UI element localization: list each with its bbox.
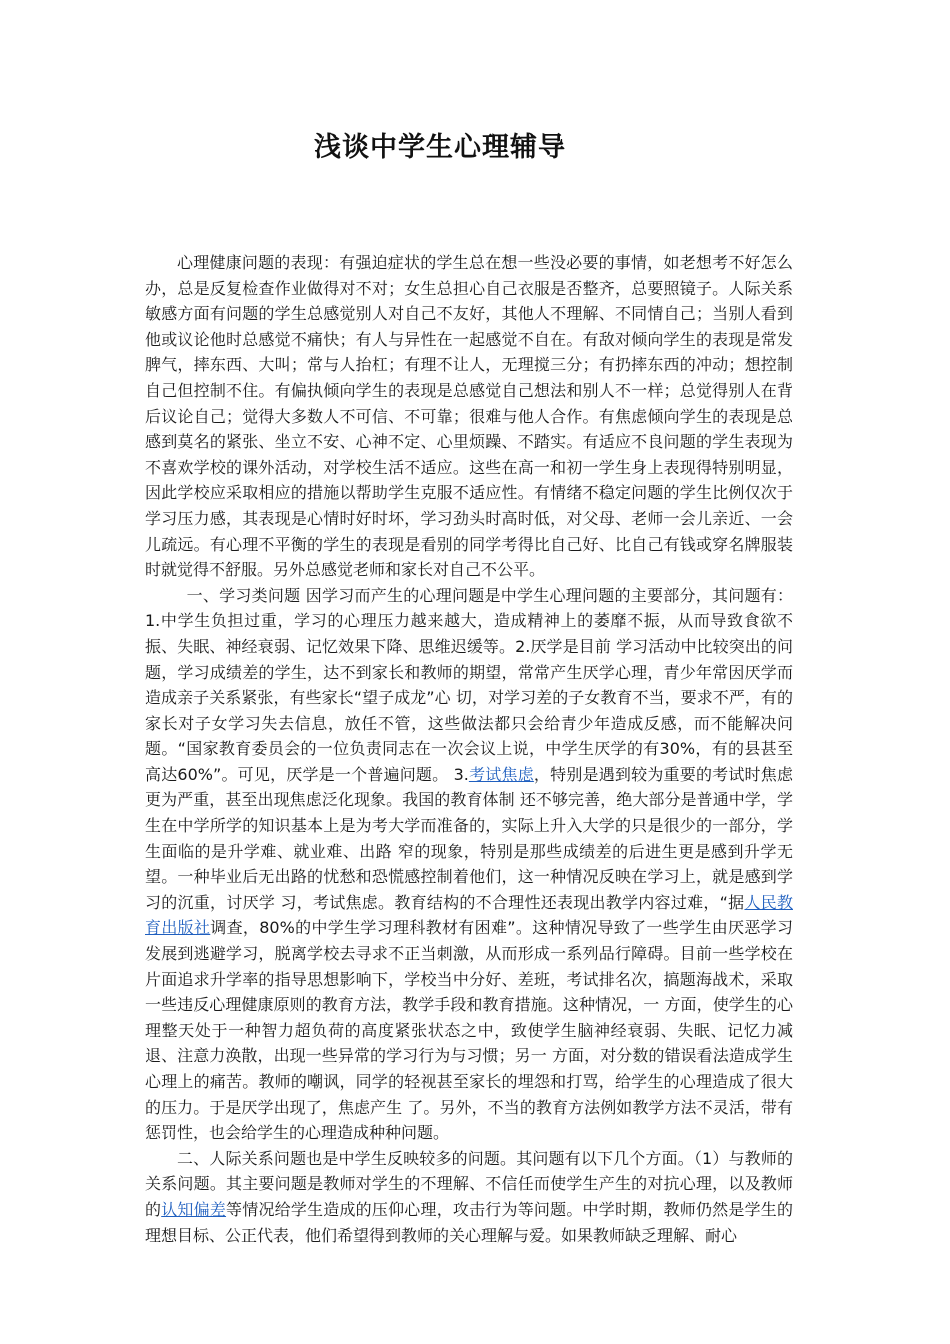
document-title: 浅谈中学生心理辅导 — [314, 132, 566, 163]
paragraph-text: ，特别是遇到较为重要的考试时焦虑更为严重，甚至出现焦虑泛化现象。我国的教育体制 还不够完善，绝大部分是普通中学，学生在中学所学的知识基本上是为考大学而准备的，实际上升入大学的只是很少的一部分，学生面临的是升学难、就业难、出路 窄的现象，特别是那些成绩差的后进生更是感到升学无望。一种毕业后无出路的忧愁和恐慌感控制着他们，这一种情况反映在学习上，就是感到学习的沉重，讨厌学 习，考试焦虑。教育结构的不合理性还表现出教学内容过难，“据 — [145, 764, 793, 912]
paragraph-symptoms — [145, 250, 793, 583]
link-cognitive-bias[interactable]: 认知偏差 — [161, 1199, 227, 1219]
paragraph-interpersonal-problems — [145, 1146, 793, 1248]
document-body — [145, 250, 793, 1248]
link-peoples-education-press[interactable]: 人民教育出版社 — [145, 892, 793, 938]
paragraph-text: 二、人际关系问题也是中学生反映较多的问题。其问题有以下几个方面。（1）与教师的 关系问题。其主要问题是教师对学生的不理解、不信任而使学生产生的对抗心理，以及教师的 — [145, 1148, 793, 1219]
link-exam-anxiety[interactable]: 考试焦虑 — [468, 764, 534, 784]
paragraph-text: 一、学习类问题 因学习而产生的心理问题是中学生心理问题的主要部分，其问题有：1.中学生负担过重，学习的心理压力越来越大，造成精神上的萎靡不振，从而导致食欲不振、失眠、神经衰弱、记忆效果下降、思维迟缓等。2.厌学是目前 学习活动中比较突出的问题，学习成绩差的学生，达不到家长和教师的期望，常常产生厌学心理，青少年常因厌学而造成亲子关系紧张，有些家长“望子成龙”心 切，对学习差的子女教育不当，要求不严，有的家长对子女学习失去信息，放任不管，这些做法都只会给青少年造成反感，而不能解决问题。“国家教育委员会的一位负责同志在一次会议上说，中学生厌学的有30%，有的县甚至高达60%”。可见，厌学是一个普遍问题。 3. — [145, 585, 793, 784]
paragraph-text: 心理健康问题的表现：有强迫症状的学生总在想一些没必要的事情，如老想考不好怎么办，总是反复检查作业做得对不对；女生总担心自己衣服是否整齐，总要照镜子。人际关系敏感方面有问题的学生总感觉别人对自己不友好，其他人不理解、不同情自己；当别人看到他或议论他时总感觉不痛快；有人与异性在一起感觉不自在。有敌对倾向学生的表现是常发脾气，摔东西、大叫；常与人抬杠；有理不让人，无理搅三分；有扔摔东西的冲动；想控制自己但控制不住。有偏执倾向学生的表现是总感觉自己想法和别人不一样；总觉得别人在背后议论自己；觉得大多数人不可信、不可靠；很难与他人合作。有焦虑倾向学生的表现是总感到莫名的紧张、坐立不安、心神不定、心里烦躁、不踏实。有适应不良问题的学生表现为不喜欢学校的课外活动，对学校生活不适应。这些在高一和初一学生身上表现得特别明显，因此学校应采取相应的措施以帮助学生克服不适应性。有情绪不稳定问题的学生比例仅次于学习压力感，其表现是心情时好时坏，学习劲头时高时低，对父母、老师一会儿亲近、一会儿疏远。有心理不平衡的学生的表现是看别的同学考得比自己好、比自己有钱或穿名牌服装时就觉得不舒服。另外总感觉老师和家长对自己不公平。 — [145, 253, 793, 580]
paragraph-text: 等情况给学生造成的压仰心理，攻击行为等问题。中学时期，教师仍然是学生的理想目标、公正代表，他们希望得到教师的关心理解与爱。如果教师缺乏理解、耐心 — [145, 1199, 793, 1245]
paragraph-learning-problems — [145, 583, 793, 1146]
paragraph-text: 调查，80%的中学生学习理科教材有困难”。这种情况导致了一些学生由厌恶学习发展到逃避学习，脱离学校去寻求不正当刺激，从而形成一系列品行障碍。目前一些学校在 片面追求升学率的指导思想影响下，学校当中分好、差班，考试排名次，搞题海战术，采取一些违反心理健康原则的教育方法，教学手段和教育措施。这种情况，一 方面，使学生的心理整天处于一种智力超负荷的高度紧张状态之中，致使学生脑神经衰弱、失眠、记忆力减退、注意力涣散，出现一些异常的学习行为与习惯；另一 方面，对分数的错误看法造成学生心理上的痛苦。教师的嘲讽，同学的轻视甚至家长的埋怨和打骂，给学生的心理造成了很大的压力。于是厌学出现了，焦虑产生 了。另外，不当的教育方法例如教学方法不灵活，带有惩罚性，也会给学生的心理造成种种问题。 — [145, 918, 793, 1143]
